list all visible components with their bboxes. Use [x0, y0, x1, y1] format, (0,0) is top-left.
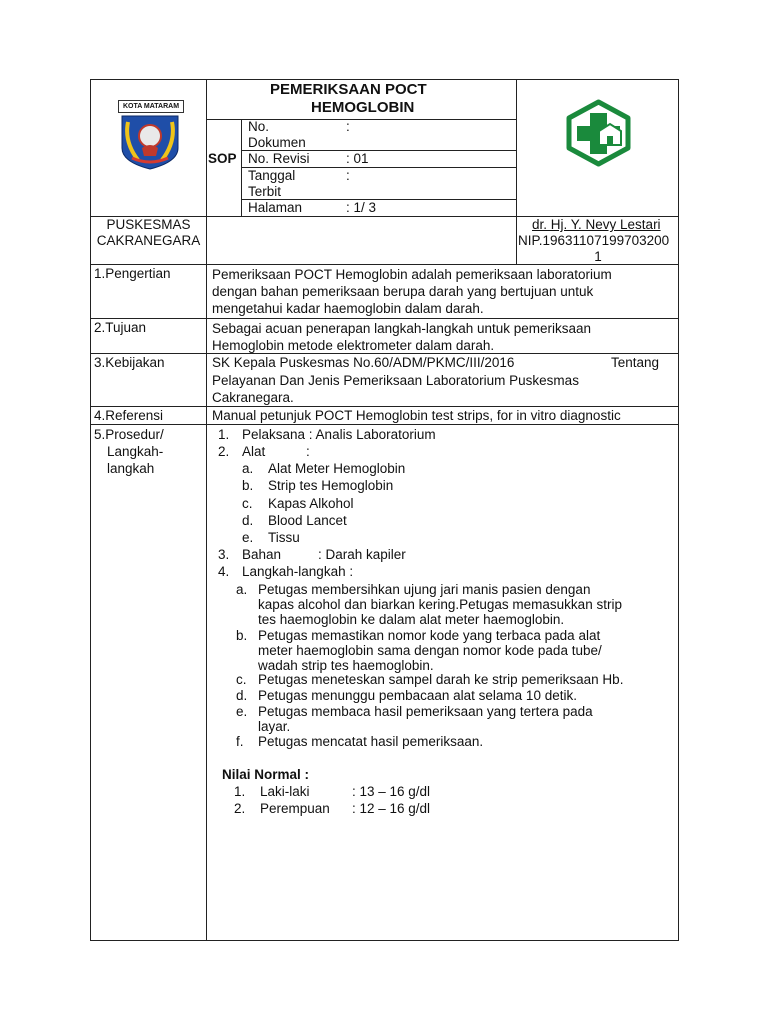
- prosedur-item-num: 4.: [218, 564, 230, 579]
- nilai-num: 1.: [234, 784, 246, 799]
- tujuan-text: [212, 320, 671, 354]
- prosedur-item: Bahan: [242, 547, 282, 562]
- halaman-label: Halaman: [248, 200, 303, 215]
- alat-item: Blood Lancet: [268, 513, 347, 528]
- pengertian-label: 1.Pengertian: [94, 266, 171, 281]
- nilai-value: : 13 – 16 g/dl: [352, 784, 431, 799]
- city-logo-label: KOTA MATARAM: [118, 100, 184, 113]
- kebijakan-label: 3.Kebijakan: [94, 355, 165, 370]
- no-dokumen-value: :: [346, 119, 350, 134]
- step-num: f.: [236, 734, 244, 749]
- step-line: tes haemoglobin ke dalam alat meter haemoglobin.: [258, 612, 565, 627]
- alat-num: e.: [242, 530, 254, 545]
- step-line: wadah strip tes haemoglobin.: [258, 658, 434, 673]
- signatory-nip: NIP.19631107199703200: [518, 233, 670, 248]
- step-text: [258, 704, 671, 734]
- kebijakan-line-tail: Tentang: [611, 355, 660, 370]
- step-line: Petugas menunggu pembacaan alat selama 10 detik.: [258, 688, 577, 703]
- pengertian-line: dengan bahan pemeriksaan berupa darah yang bertujuan untuk: [212, 284, 594, 299]
- step-line: kapas alcohol dan biarkan kering.Petugas memasukkan strip: [258, 597, 622, 612]
- doc-title-line1: PEMERIKSAAN POCT: [270, 81, 427, 98]
- alat-item: Kapas Alkohol: [268, 496, 354, 511]
- no-dokumen-label-2: Dokumen: [248, 135, 306, 150]
- city-emblem-icon: [116, 112, 184, 170]
- prosedur-item-num: 2.: [218, 444, 230, 459]
- alat-num: c.: [242, 496, 253, 511]
- tujuan-label: 2.Tujuan: [94, 320, 147, 335]
- no-revisi-label: No. Revisi: [248, 151, 310, 166]
- alat-num: d.: [242, 513, 254, 528]
- prosedur-item-colon: :: [306, 444, 310, 459]
- prosedur-item-num: 3.: [218, 547, 230, 562]
- prosedur-item-value: : Darah kapiler: [318, 547, 406, 562]
- step-text: [258, 582, 671, 627]
- referensi-text: Manual petunjuk POCT Hemoglobin test strips, for in vitro diagnostic: [212, 408, 621, 423]
- step-num: b.: [236, 628, 248, 643]
- alat-item: Alat Meter Hemoglobin: [268, 461, 406, 476]
- prosedur-label: 5.Prosedur/: [94, 427, 164, 442]
- city-logo: [112, 100, 188, 172]
- step-line: layar.: [258, 719, 291, 734]
- halaman-value: : 1/ 3: [346, 200, 377, 215]
- pengertian-line: Pemeriksaan POCT Hemoglobin adalah pemeriksaan laboratorium: [212, 267, 612, 282]
- step-line: Petugas membersihkan ujung jari manis pasien dengan: [258, 582, 591, 597]
- no-revisi-value: : 01: [346, 151, 369, 166]
- nilai-value: : 12 – 16 g/dl: [352, 801, 431, 816]
- prosedur-item: Alat: [242, 444, 266, 459]
- signatory-name: dr. Hj. Y. Nevy Lestari: [532, 217, 661, 232]
- step-line: meter haemoglobin sama dengan nomor kode pada tube/: [258, 643, 602, 658]
- tujuan-line: Hemoglobin metode elektrometer dalam darah.: [212, 338, 495, 353]
- alat-item: Tissu: [268, 530, 300, 545]
- step-num: d.: [236, 688, 248, 703]
- prosedur-item: Pelaksana : Analis Laboratorium: [242, 427, 436, 442]
- pengertian-line: mengetahui kadar haemoglobin dalam darah.: [212, 301, 484, 316]
- prosedur-label-2: Langkah-: [107, 444, 164, 459]
- step-num: e.: [236, 704, 248, 719]
- step-text: [258, 628, 671, 673]
- sop-label: SOP: [208, 151, 237, 166]
- prosedur-item-num: 1.: [218, 427, 230, 442]
- prosedur-item: Langkah-langkah :: [242, 564, 354, 579]
- kebijakan-line: Cakranegara.: [212, 390, 294, 405]
- nilai-label: Perempuan: [260, 801, 330, 816]
- step-num: c.: [236, 672, 247, 687]
- doc-title-line2: HEMOGLOBIN: [311, 99, 415, 116]
- institution-line1: PUSKESMAS: [106, 217, 191, 232]
- nilai-label: Laki-laki: [260, 784, 310, 799]
- step-num: a.: [236, 582, 248, 597]
- tanggal-terbit-label-2: Terbit: [248, 184, 282, 199]
- alat-num: a.: [242, 461, 254, 476]
- step-line: Petugas mencatat hasil pemeriksaan.: [258, 734, 484, 749]
- tanggal-terbit-label: Tanggal: [248, 168, 296, 183]
- nilai-num: 2.: [234, 801, 246, 816]
- referensi-label: 4.Referensi: [94, 408, 164, 423]
- tujuan-line: Sebagai acuan penerapan langkah-langkah untuk pemeriksaan: [212, 321, 592, 336]
- alat-item: Strip tes Hemoglobin: [268, 478, 394, 493]
- puskesmas-logo-icon: [566, 99, 631, 167]
- prosedur-label-3: langkah: [107, 461, 155, 476]
- tanggal-terbit-value: :: [346, 168, 350, 183]
- signatory-nip-2: 1: [594, 249, 602, 264]
- nilai-normal-title: Nilai Normal :: [222, 767, 310, 782]
- no-dokumen-label: No.: [248, 119, 270, 134]
- kebijakan-line: SK Kepala Puskesmas No.60/ADM/PKMC/III/2016: [212, 355, 515, 370]
- kebijakan-line: Pelayanan Dan Jenis Pemeriksaan Laboratorium Puskesmas: [212, 373, 579, 388]
- step-line: Petugas membaca hasil pemeriksaan yang tertera pada: [258, 704, 593, 719]
- alat-num: b.: [242, 478, 254, 493]
- step-line: Petugas meneteskan sampel darah ke strip pemeriksaan Hb.: [258, 672, 624, 687]
- institution-line2: CAKRANEGARA: [96, 233, 201, 248]
- step-line: Petugas memastikan nomor kode yang terbaca pada alat: [258, 628, 601, 643]
- kebijakan-text: [212, 372, 671, 406]
- pengertian-text: [212, 266, 671, 317]
